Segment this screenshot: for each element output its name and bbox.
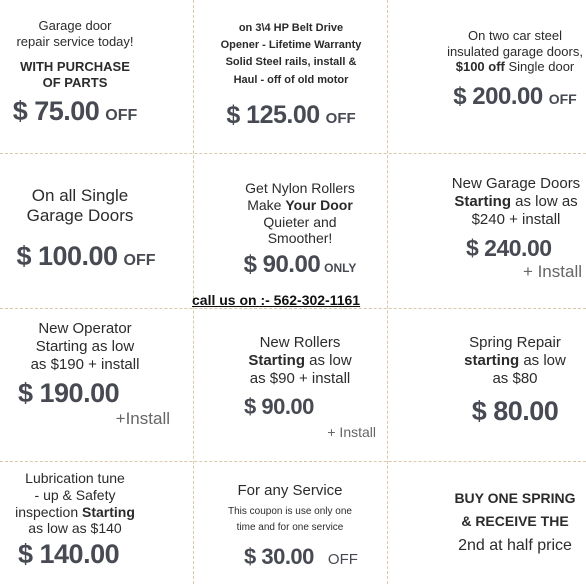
coupon-price-row <box>440 396 586 427</box>
coupon-line-rest: Single door <box>504 59 575 75</box>
coupon-price-suffix: OFF <box>548 90 577 107</box>
coupon-price-suffix: OFF <box>325 109 356 127</box>
coupon-line: Solid Steel rails, install & <box>225 56 357 69</box>
coupon-price: $ 200.00 <box>453 82 543 110</box>
coupon-line: repair service today! <box>16 33 134 49</box>
coupon-spring-repair[interactable] <box>440 334 586 427</box>
coupon-belt-drive-opener[interactable] <box>196 22 386 130</box>
coupon-new-operator[interactable] <box>0 320 170 429</box>
coupon-line-rest: as low <box>519 352 566 369</box>
coupon-price-row <box>12 241 160 272</box>
coupon-line: New Operator <box>38 320 132 337</box>
coupon-highlight: Your Door <box>285 196 353 213</box>
coupon-price: $ 75.00 <box>12 96 100 127</box>
coupon-price: $ 190.00 <box>18 378 120 408</box>
coupon-line <box>200 197 400 214</box>
grid-divider-horizontal <box>0 153 586 154</box>
coupon-highlight: $100 off <box>455 59 505 75</box>
coupon-line <box>446 193 586 211</box>
coupon-line: as $90 + install <box>249 370 351 387</box>
coupon-line: Lubrication tune <box>25 470 125 486</box>
coupon-highlight: Starting <box>248 352 305 369</box>
coupon-price-row <box>18 539 150 570</box>
coupon-line: Smoother! <box>267 230 333 247</box>
coupon-price-suffix: OFF <box>105 107 138 125</box>
coupon-price: $ 90.00 <box>243 251 321 279</box>
grid-divider-horizontal <box>0 308 586 309</box>
coupon-line: BUY ONE SPRING <box>454 490 576 506</box>
coupon-line: OF PARTS <box>42 74 108 90</box>
coupon-price: $ 90.00 <box>244 394 314 419</box>
coupon-line: 2nd at half price <box>458 536 572 554</box>
grid-divider-horizontal <box>0 461 586 462</box>
coupon-highlight: starting <box>464 352 520 369</box>
coupon-line: Garage door <box>38 18 112 33</box>
coupon-buy-one-spring[interactable] <box>440 490 586 555</box>
coupon-line: Spring Repair <box>469 334 561 351</box>
coupon-price-row <box>440 83 586 111</box>
coupon-line <box>0 504 150 521</box>
call-us-phone-link[interactable]: call us on :- 562-302-1161 <box>192 292 361 308</box>
coupon-line: New Garage Doors <box>451 175 581 192</box>
coupon-line: Garage Doors <box>26 206 134 226</box>
coupon-price: $ 80.00 <box>471 396 559 426</box>
coupon-price-suffix: OFF <box>123 251 156 269</box>
coupon-highlight: Starting <box>82 503 135 520</box>
coupon-line: - up & Safety <box>34 486 116 503</box>
coupon-line <box>440 59 586 75</box>
coupon-price-row <box>244 394 380 420</box>
coupon-fine-print: time and for one service <box>236 522 344 533</box>
coupon-install-row <box>220 424 376 442</box>
coupon-price-suffix: ONLY <box>324 261 357 276</box>
coupon-price: $ 240.00 <box>466 235 552 261</box>
coupon-line: & RECEIVE THE <box>461 512 569 529</box>
coupon-line: On all Single <box>31 186 129 205</box>
coupon-fine-print: This coupon is use only one <box>228 506 352 517</box>
coupon-nylon-rollers[interactable] <box>200 180 400 279</box>
coupon-new-rollers[interactable] <box>220 334 380 442</box>
coupon-line: $240 + install <box>471 211 561 228</box>
coupon-line: insulated garage doors, <box>447 43 583 59</box>
coupon-price-row <box>466 235 586 262</box>
coupon-line: On two car steel <box>468 28 562 43</box>
coupon-new-garage-doors[interactable] <box>446 175 586 282</box>
coupon-price: $ 125.00 <box>226 100 320 129</box>
coupon-install-note: + Install <box>327 424 376 440</box>
coupon-line: Get Nylon Rollers <box>245 180 355 196</box>
coupon-line-part: inspection <box>15 503 83 520</box>
coupon-line: on 3\4 HP Belt Drive <box>238 22 344 34</box>
coupon-line-rest: as low <box>304 352 352 369</box>
coupon-install-note: +Install <box>115 409 170 428</box>
coupon-price: $ 30.00 <box>244 544 314 569</box>
coupon-line: For any Service <box>237 482 343 499</box>
coupon-line <box>440 352 586 370</box>
coupon-price-suffix: OFF <box>327 551 358 568</box>
coupon-line: as $80 <box>492 370 538 387</box>
coupon-highlight: Starting <box>454 193 511 210</box>
coupon-install-note: + Install <box>522 262 582 281</box>
coupon-single-garage-doors[interactable] <box>0 186 160 272</box>
coupon-price-row <box>0 96 150 127</box>
coupon-line: Haul - off of old motor <box>233 73 349 86</box>
coupon-line: Quieter and <box>263 213 337 230</box>
coupon-install-row <box>0 409 170 429</box>
coupon-garage-door-repair[interactable] <box>0 18 150 127</box>
coupon-line-rest: as low as <box>510 193 578 210</box>
coupon-price-row <box>196 101 386 130</box>
coupon-lubrication-tune-up[interactable] <box>0 470 150 570</box>
coupon-line: WITH PURCHASE <box>20 59 130 75</box>
coupon-price-row <box>18 378 170 409</box>
coupon-line: Opener - Lifetime Warranty <box>220 39 362 52</box>
coupon-install-row <box>446 262 582 282</box>
coupon-line <box>220 352 380 370</box>
coupon-line: as low as $140 <box>28 520 122 537</box>
coupon-line: New Rollers <box>259 334 341 351</box>
coupon-line: as $190 + install <box>30 356 140 373</box>
coupon-price-row <box>200 251 400 279</box>
coupon-price: $ 140.00 <box>18 539 120 570</box>
coupon-line-part: Make <box>247 196 286 213</box>
coupon-price-row <box>244 544 380 570</box>
coupon-price: $ 100.00 <box>16 240 118 271</box>
coupon-any-service[interactable] <box>200 482 380 570</box>
coupon-two-car-steel-doors[interactable] <box>440 28 586 111</box>
coupon-line: Starting as low <box>35 338 135 355</box>
